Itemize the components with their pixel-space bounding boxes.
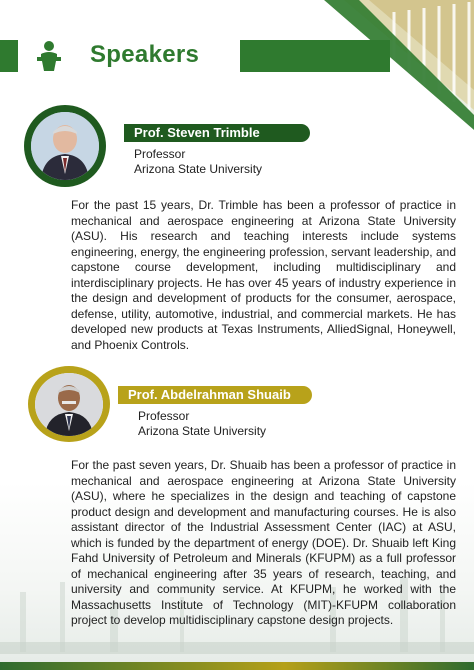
speaker-name: Prof. Steven Trimble [124, 124, 310, 142]
speaker-affiliation: Arizona State University [138, 424, 267, 438]
header-accent-left [0, 40, 18, 72]
speaker-podium-icon [32, 40, 66, 72]
speaker-title: Professor [138, 409, 190, 423]
avatar [35, 373, 103, 436]
speaker-affiliation: Arizona State University [134, 162, 263, 176]
footer-band [0, 662, 474, 670]
avatar [31, 112, 99, 180]
page-title: Speakers [90, 41, 200, 68]
header-accent-right [240, 40, 390, 72]
speaker-name: Prof. Abdelrahman Shuaib [118, 386, 312, 404]
speaker-bio: For the past seven years, Dr. Shuaib has been a professor of practice in mechanical and aerospace engineering at Arizona State University (ASU), where he specializes in the design and teaching of capstone product design and development and manufacturing courses. He is also assistant director of the Industrial Assessment Center (IAC) at ASU, which is funded by the department of energy (DOE). Dr. Shuaib left King Fahd University of Petroleum and Minerals (KFUPM) as a full professor of mechanical engineering after 35 years of research, teaching, and university and community service. At KFUPM, he worked with the Massachusetts Institute of Technology (MIT)-KFUPM collaboration project to develop multidisciplinary capstone design projects. [71, 458, 456, 627]
speaker-bio: For the past 15 years, Dr. Trimble has been a professor of practice in mechanical and aerospace engineering at Arizona State University (ASU). His research and teaching interests include systems engineering, energy, the engineering profession, servant leadership, and capstone course development, including multidisciplinary and interdisciplinary projects. He has over 45 years of industry experience in the design and development of products for the consumer, aerospace, defense, utility, automotive, industrial, and commercial markets. He has developed new products at Texas Instruments, AlliedSignal, Honeywell, and Phoenix Controls. [71, 198, 456, 352]
speaker-title: Professor [134, 147, 186, 161]
